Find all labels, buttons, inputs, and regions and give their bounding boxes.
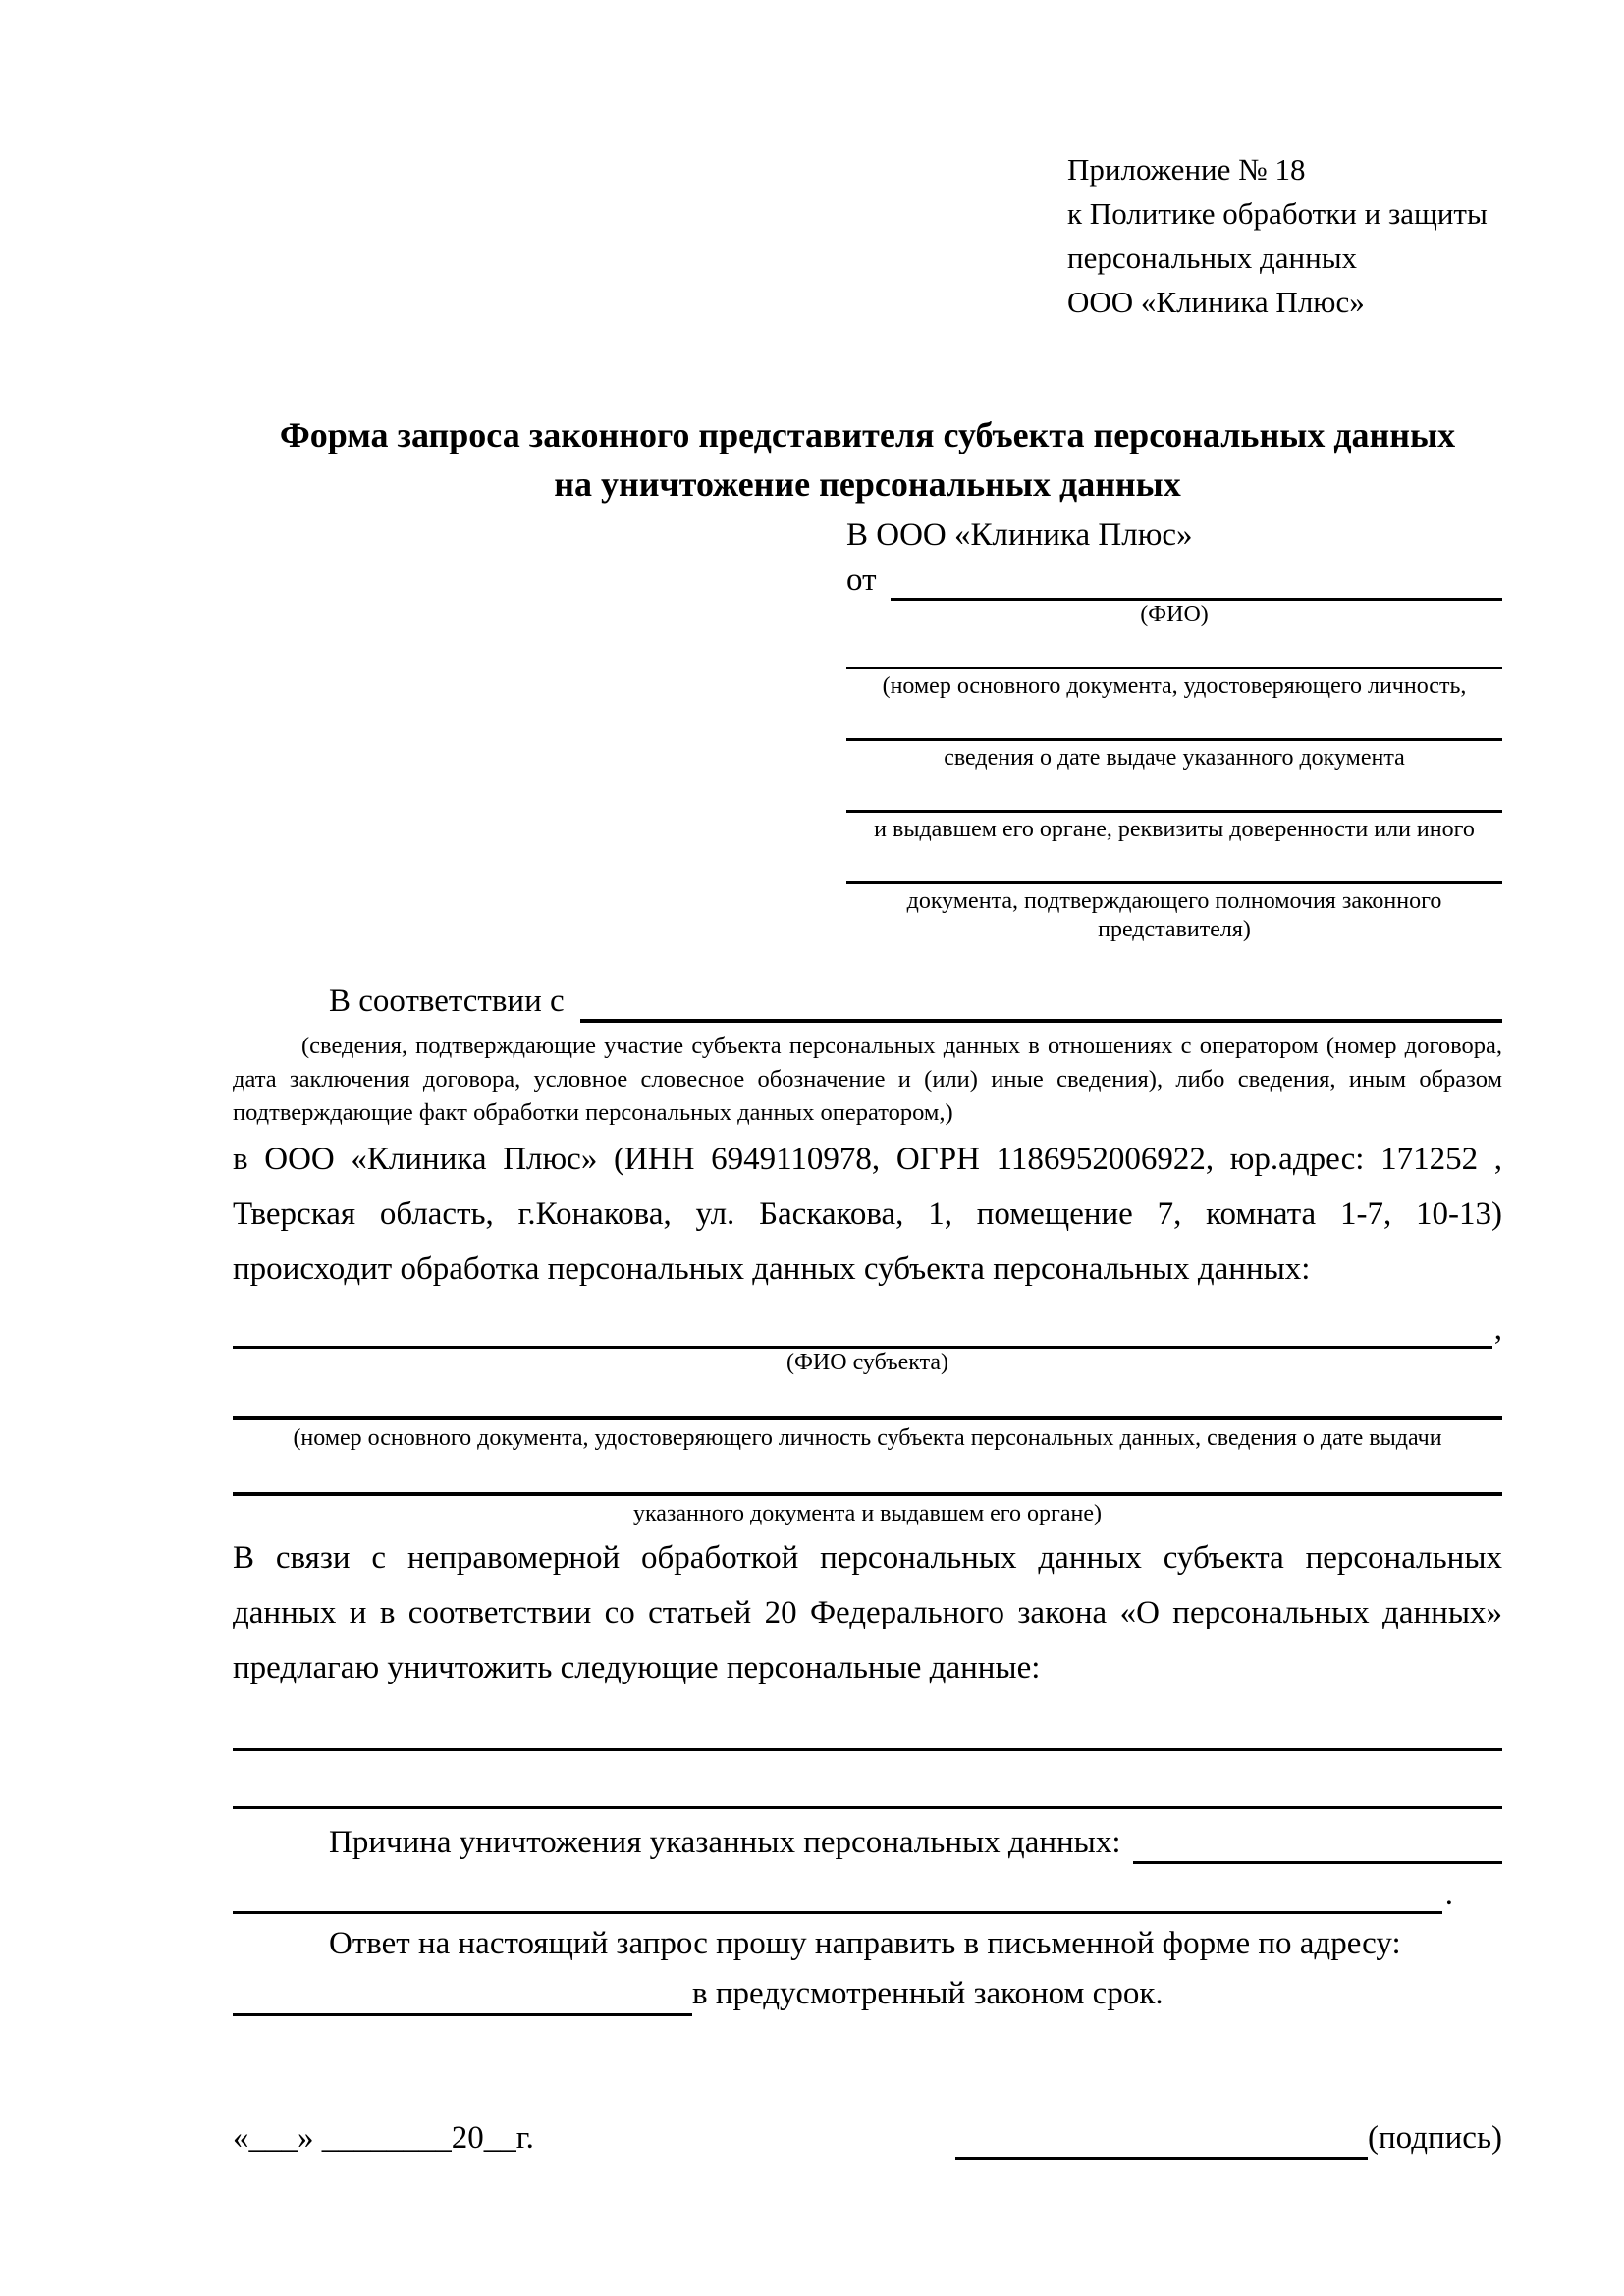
accordance-row bbox=[233, 980, 1502, 1023]
rep-doc-caption-2: сведения о дате выдаче указанного документа bbox=[944, 745, 1405, 771]
appendix-header-line: Приложение № 18 bbox=[1067, 152, 1306, 187]
rep-doc-field-4[interactable] bbox=[846, 855, 1502, 884]
signature-caption: (подпись) bbox=[1368, 2120, 1502, 2156]
answer-tail-row bbox=[233, 1971, 1502, 2016]
rep-doc-row bbox=[846, 855, 1502, 944]
address-field[interactable] bbox=[233, 1974, 692, 2016]
operator-paragraph: в ООО «Клиника Плюс» (ИНН 6949110978, ОГРН 1186952006922, юр.адрес: 171252 , Тверская область, г.Конакова, ул. Баскакова, 1, помещение 7, комната 1-7, 10-13) происходит обработка персональных данных субъекта персональных данных: bbox=[233, 1142, 1502, 1287]
addressee-org: В ООО «Клиника Плюс» bbox=[846, 517, 1193, 553]
signature-field[interactable] bbox=[955, 2119, 1368, 2160]
reason-continuation-row bbox=[233, 1874, 1453, 1914]
reason-label: Причина уничтожения указанных персональных данных: bbox=[329, 1825, 1121, 1860]
rep-doc-row bbox=[846, 640, 1502, 701]
subject-doc-field-2[interactable] bbox=[233, 1453, 1502, 1496]
accordance-field[interactable] bbox=[580, 982, 1502, 1023]
document-content bbox=[233, 0, 1502, 2160]
subject-doc-caption-1: (номер основного документа, удостоверяющего личность субъекта персональных данных, сведения о дате выдачи bbox=[293, 1425, 1442, 1451]
appendix-header-line: к Политике обработки и защиты bbox=[1067, 196, 1488, 231]
subject-doc-caption-2: указанного документа и выдавшем его органе) bbox=[632, 1501, 1103, 1526]
rep-doc-caption-4: документа, подтверждающего полномочия законного представителя) bbox=[906, 888, 1442, 942]
answer-tail-text: в предусмотренный законом срок. bbox=[692, 1976, 1164, 2011]
subject-doc-field-1[interactable] bbox=[233, 1377, 1502, 1420]
personal-data-field-2[interactable] bbox=[233, 1751, 1502, 1809]
rep-doc-field-1[interactable] bbox=[846, 640, 1502, 669]
appendix-header bbox=[1067, 147, 1502, 324]
rep-doc-row bbox=[846, 783, 1502, 844]
form-title-line-1: Форма запроса законного представителя субъекта персональных данных bbox=[279, 415, 1456, 454]
rep-doc-field-2[interactable] bbox=[846, 712, 1502, 741]
subject-fio-row bbox=[233, 1308, 1502, 1349]
appendix-header-line: ООО «Клиника Плюс» bbox=[1067, 285, 1365, 319]
rep-doc-caption-3: и выдавшем его органе, реквизиты доверенности или иного bbox=[874, 817, 1475, 842]
subject-fio-caption: (ФИО субъекта) bbox=[785, 1350, 949, 1375]
rep-doc-field-3[interactable] bbox=[846, 783, 1502, 813]
demand-paragraph: В связи с неправомерной обработкой персональных данных субъекта персональных данных и в соответствии со статьей 20 Федерального закона «О персональных данных» предлагаю уничтожить следующие персональные данные: bbox=[233, 1540, 1502, 1685]
accordance-label: В соответствии с bbox=[329, 984, 565, 1019]
accordance-note: (сведения, подтверждающие участие субъекта персональных данных в отношениях с оператором (номер договора, дата заключения договора, условное словесное обозначение и (или) иные сведения), либо сведения, иным образом подтверждающие факт обработки персональных данных оператором,) bbox=[233, 1033, 1502, 1126]
form-title-line-2: на уничтожение персональных данных bbox=[554, 464, 1181, 504]
personal-data-field-1[interactable] bbox=[233, 1699, 1502, 1751]
form-title bbox=[233, 410, 1502, 508]
date-field[interactable]: «___» ________20__г. bbox=[233, 2120, 534, 2156]
appendix-header-line: персональных данных bbox=[1067, 240, 1358, 275]
from-label: от bbox=[846, 562, 877, 598]
reason-row bbox=[233, 1821, 1502, 1864]
from-row bbox=[846, 560, 1502, 601]
addressee-block bbox=[846, 512, 1502, 944]
reason-field-1[interactable] bbox=[1133, 1824, 1502, 1864]
representative-fio-field[interactable] bbox=[891, 562, 1503, 601]
rep-doc-caption-1: (номер основного документа, удостоверяющего личность, bbox=[882, 673, 1467, 699]
subject-fio-comma: , bbox=[1493, 1311, 1502, 1347]
rep-doc-row bbox=[846, 712, 1502, 773]
answer-paragraph: Ответ на настоящий запрос прошу направить в письменной форме по адресу: bbox=[329, 1926, 1401, 1961]
footer-row bbox=[233, 2116, 1502, 2160]
reason-field-2[interactable] bbox=[233, 1874, 1442, 1914]
subject-fio-field[interactable] bbox=[233, 1308, 1492, 1349]
fio-caption: (ФИО) bbox=[1140, 602, 1209, 627]
reason-period: . bbox=[1444, 1877, 1453, 1912]
signature-block bbox=[955, 2116, 1502, 2160]
